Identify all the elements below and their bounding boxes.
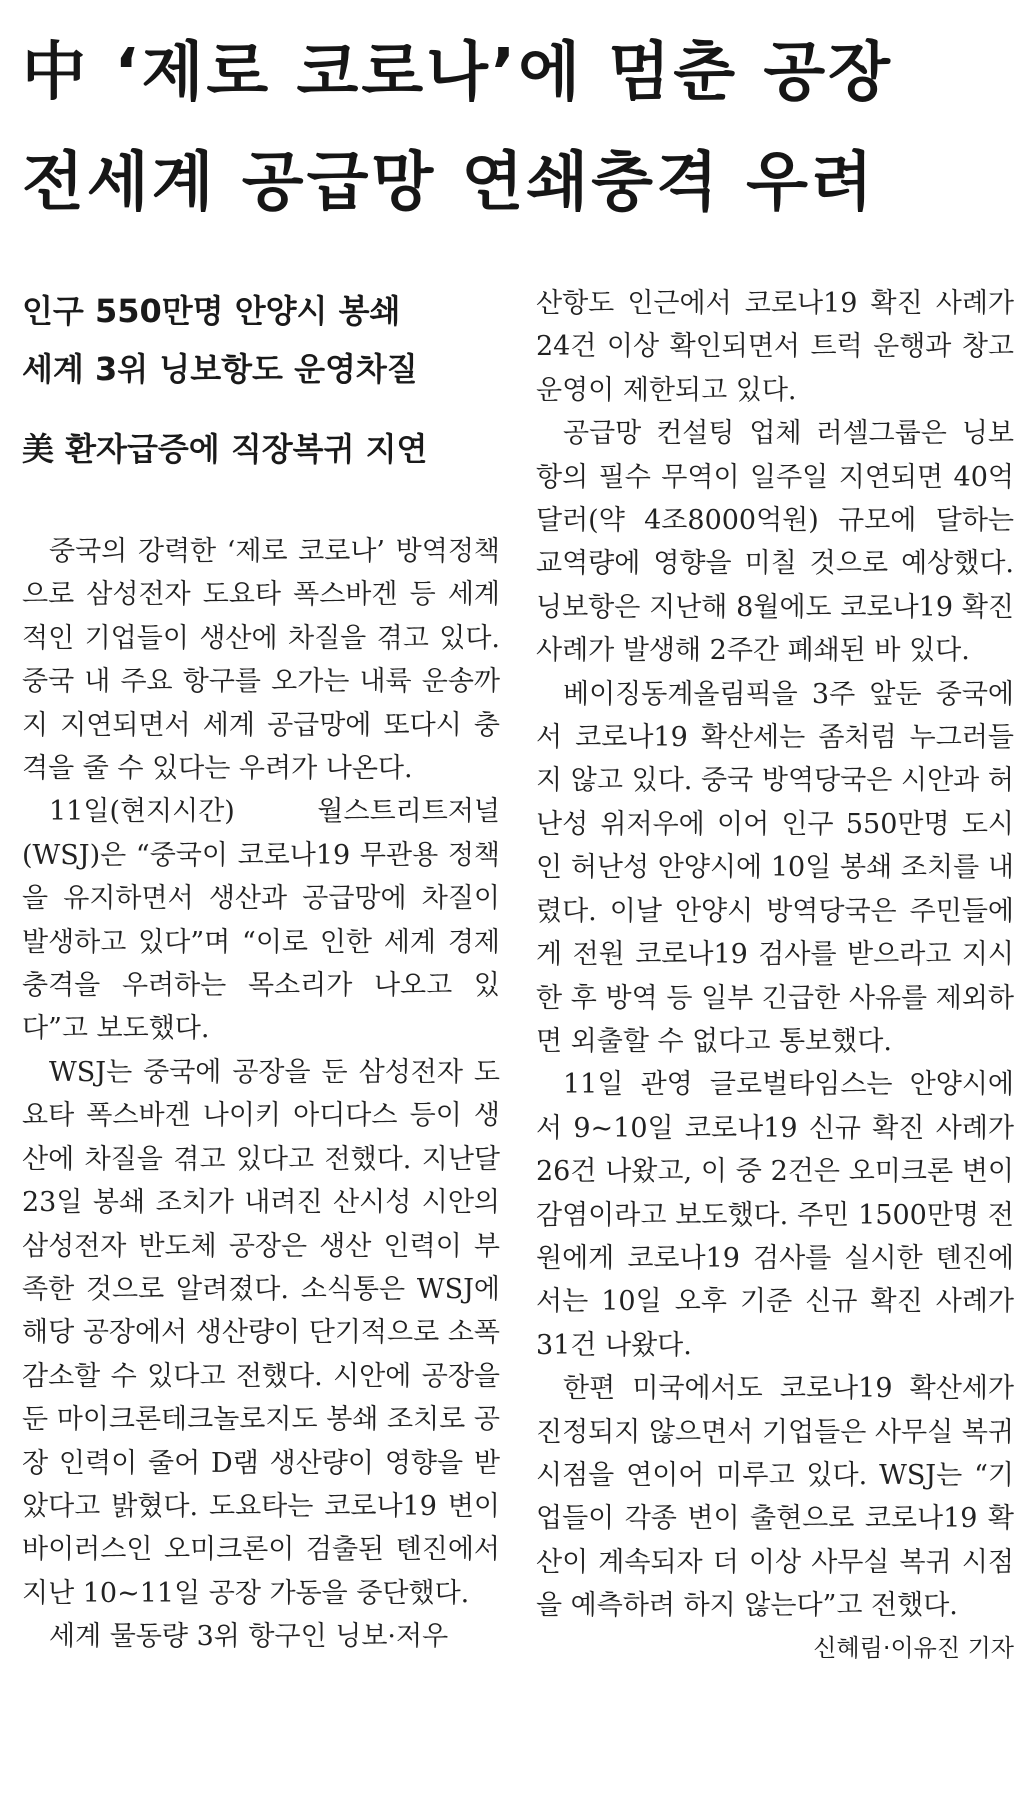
paragraph: 공급망 컨설팅 업체 러셀그룹은 닝보항의 필수 무역이 일주일 지연되면 40억달러(약 4조8000억원) 규모에 달하는 교역량에 영향을 미칠 것으로 예상했다. 닝보항은 지난해 8월에도 코로나19 확진 사례가 발생해 2주간 폐쇄된 바 있다. (536, 418, 1014, 667)
subheadline-group (22, 282, 500, 398)
paragraph: 세계 물동량 3위 항구인 닝보·저우 (49, 1621, 449, 1653)
subheadline-1: 인구 550만명 안양시 봉쇄 (22, 292, 401, 330)
byline-row (536, 1628, 1014, 1663)
headline-line-2: 전세계 공급망 연쇄충격 우려 (22, 146, 876, 220)
paragraph: 베이징동계올림픽을 3주 앞둔 중국에서 코로나19 확산세는 좀처럼 누그러들지 않고 있다. 중국 방역당국은 시안과 허난성 위저우에 이어 인구 550만명 도시인 허난성 안양시에 10일 봉쇄 조치를 내렸다. 이날 안양시 방역당국은 주민들에게 전원 코로나19 검사를 받으라고 지시한 후 방역 등 일부 긴급한 사유를 제외하면 외출할 수 없다고 통보했다. (536, 678, 1014, 1057)
subheadline-3: 美 환자급증에 직장복귀 지연 (22, 430, 428, 468)
paragraph-continued: 산항도 인근에서 코로나19 확진 사례가 24건 이상 확인되면서 트럭 운행과 창고 운영이 제한되고 있다. (536, 288, 1014, 406)
article-columns (22, 282, 1014, 1663)
headline-line-1: 中 ‘제로 코로나’에 멈춘 공장 (22, 36, 893, 110)
paragraph: 한편 미국에서도 코로나19 확산세가 진정되지 않으면서 기업들은 사무실 복귀 시점을 연이어 미루고 있다. WSJ는 “기업들이 각종 변이 출현으로 코로나19 확산이 계속되자 더 이상 사무실 복귀 시점을 예측하려 하지 않는다”고 전했다. (536, 1373, 1014, 1622)
paragraph: 중국의 강력한 ‘제로 코로나’ 방역정책으로 삼성전자 도요타 폭스바겐 등 세계적인 기업들이 생산에 차질을 겪고 있다. 중국 내 주요 항구를 오가는 내륙 운송까지 지연되면서 세계 공급망에 또다시 충격을 줄 수 있다는 우려가 나온다. (22, 536, 500, 785)
paragraph: WSJ는 중국에 공장을 둔 삼성전자 도요타 폭스바겐 나이키 아디다스 등이 생산에 차질을 겪고 있다고 전했다. 지난달 23일 봉쇄 조치가 내려진 산시성 시안의 삼성전자 반도체 공장은 생산 인력이 부족한 것으로 알려졌다. 소식통은 WSJ에 해당 공장에서 생산량이 단기적으로 소폭 감소할 수 있다고 전했다. 시안에 공장을 둔 마이크론테크놀로지도 봉쇄 조치로 공장 인력이 줄어 D램 생산량이 영향을 받았다고 밝혔다. 도요타는 코로나19 변이 바이러스인 오미크론이 검출된 톈진에서 지난 10~11일 공장 가동을 중단했다. (22, 1056, 500, 1609)
right-column (536, 282, 1014, 1663)
headline (22, 18, 1014, 238)
left-column (22, 282, 500, 1663)
subheadline-group-2 (22, 420, 500, 478)
subheadline-2: 세계 3위 닝보항도 운영차질 (22, 350, 418, 388)
byline: 신혜림·이유진 기자 (813, 1633, 1014, 1662)
paragraph: 11일 관영 글로벌타임스는 안양시에서 9~10일 코로나19 신규 확진 사례가 26건 나왔고, 이 중 2건은 오미크론 변이 감염이라고 보도했다. 주민 1500만명 전원에게 코로나19 검사를 실시한 톈진에서는 10일 오후 기준 신규 확진 사례가 31건 나왔다. (536, 1069, 1014, 1361)
paragraph: 11일(현지시간) 월스트리트저널(WSJ)은 “중국이 코로나19 무관용 정책을 유지하면서 생산과 공급망에 차질이 발생하고 있다”며 “이로 인한 세계 경제 충격을 우려하는 목소리가 나오고 있다”고 보도했다. (22, 796, 500, 1045)
